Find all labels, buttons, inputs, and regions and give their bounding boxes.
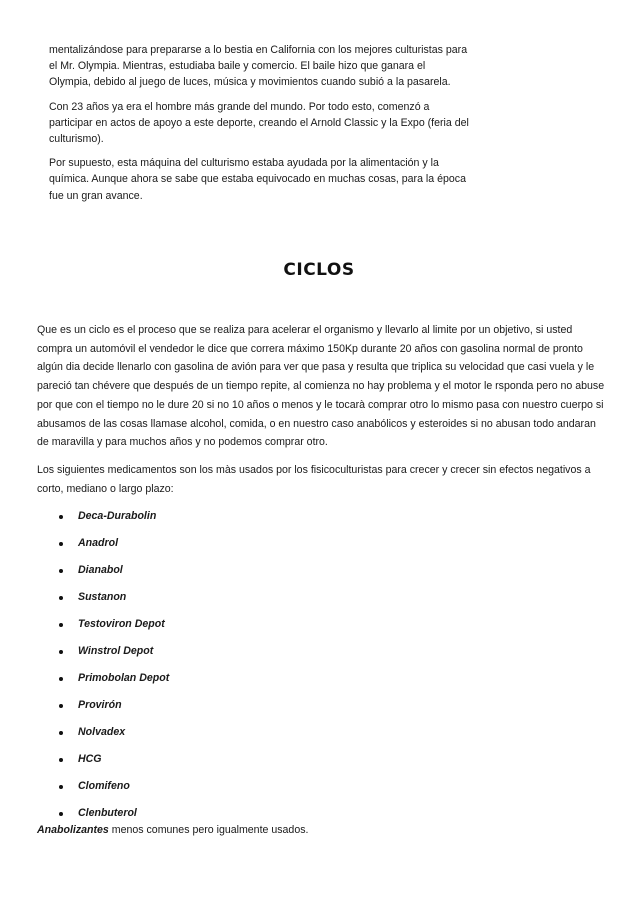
list-item bbox=[37, 669, 609, 696]
closing-text: menos comunes pero igualmente usados. bbox=[108, 824, 309, 836]
list-item bbox=[37, 777, 609, 804]
drug-name: Dianabol bbox=[78, 564, 123, 577]
body-section bbox=[37, 321, 609, 831]
list-item bbox=[37, 642, 609, 669]
body-paragraph-cycle: Que es un ciclo es el proceso que se realiza para acelerar el organismo y llevarlo al limite por un objetivo, si usted compra un automóvil el vendedor le dice que correra máximo 150Kp durante 20 años con gasolina normal de pronto algún dia decide llenarlo con gasolina de avión para ver que pasa y resulta que triplica su velocidad que casi vuela y le pareció tan chévere que después de un tiempo repite, al comienza no hay problema y el motor le rsponda pero no abuse por que con el tiempo no le dure 20 si no 10 años o menos y le tocarà comprar otro lo mismo pasa con nuestro cuerpo si abusamos de las cosas llamase alcohol, comida, o en nuestro caso anabólicos y esteroides si no abusan todo andaran de maravilla y para muchos años y no podemos comprar otro. bbox=[37, 324, 605, 449]
bullet-icon bbox=[59, 542, 63, 546]
bullet-icon bbox=[59, 758, 63, 762]
bullet-icon bbox=[59, 515, 63, 519]
drug-name: Clenbuterol bbox=[78, 807, 137, 820]
list-item bbox=[37, 615, 609, 642]
list-item bbox=[37, 534, 609, 561]
drug-name: Provirón bbox=[78, 699, 122, 712]
list-item bbox=[37, 723, 609, 750]
drug-list bbox=[37, 507, 609, 831]
drug-name: Primobolan Depot bbox=[78, 672, 170, 685]
bullet-icon bbox=[59, 731, 63, 735]
body-paragraph-medications: Los siguientes medicamentos son los màs usados por los fisicoculturistas para crecer y crecer sin efectos negativos a corto, mediano o largo plazo: bbox=[37, 463, 591, 495]
intro-paragraph-2: Con 23 años ya era el hombre más grande del mundo. Por todo esto, comenzó a participar en actos de apoyo a este deporte, creando el Arnold Classic y la Expo (feria del culturismo). bbox=[49, 100, 469, 146]
bullet-icon bbox=[59, 596, 63, 600]
drug-name: Anadrol bbox=[78, 537, 119, 550]
intro-paragraph-3: Por supuesto, esta máquina del culturismo estaba ayudada por la alimentación y la química. Aunque ahora se sabe que estaba equivocado en muchas cosas, para la época fue un gran avance. bbox=[49, 157, 466, 202]
list-item bbox=[37, 750, 609, 777]
list-item bbox=[37, 561, 609, 588]
list-item bbox=[37, 507, 609, 534]
drug-name: Deca-Durabolin bbox=[78, 510, 157, 523]
intro-paragraph-1: mentalizándose para prepararse a lo bestia en California con los mejores culturistas para el Mr. Olympia. Mientras, estudiaba baile y comercio. El baile hizo que ganara el Olympia, debido al juego de luces, música y movimientos cuando subió a la pasarela. bbox=[49, 44, 468, 89]
bullet-icon bbox=[59, 677, 63, 681]
bullet-icon bbox=[59, 785, 63, 789]
intro-section bbox=[49, 42, 469, 212]
drug-name: Nolvadex bbox=[78, 726, 126, 739]
bullet-icon bbox=[59, 569, 63, 573]
list-item bbox=[37, 588, 609, 615]
closing-line bbox=[37, 824, 609, 836]
closing-bold-term: Anabolizantes bbox=[37, 824, 109, 836]
drug-name: Clomifeno bbox=[78, 780, 130, 793]
section-heading: CICLOS bbox=[283, 260, 355, 280]
bullet-icon bbox=[59, 650, 63, 654]
drug-name: Testoviron Depot bbox=[78, 618, 165, 631]
list-item bbox=[37, 696, 609, 723]
drug-name: Sustanon bbox=[78, 591, 127, 604]
bullet-icon bbox=[59, 704, 63, 708]
bullet-icon bbox=[59, 623, 63, 627]
bullet-icon bbox=[59, 812, 63, 816]
drug-name: HCG bbox=[78, 753, 102, 766]
drug-name: Winstrol Depot bbox=[78, 645, 154, 658]
